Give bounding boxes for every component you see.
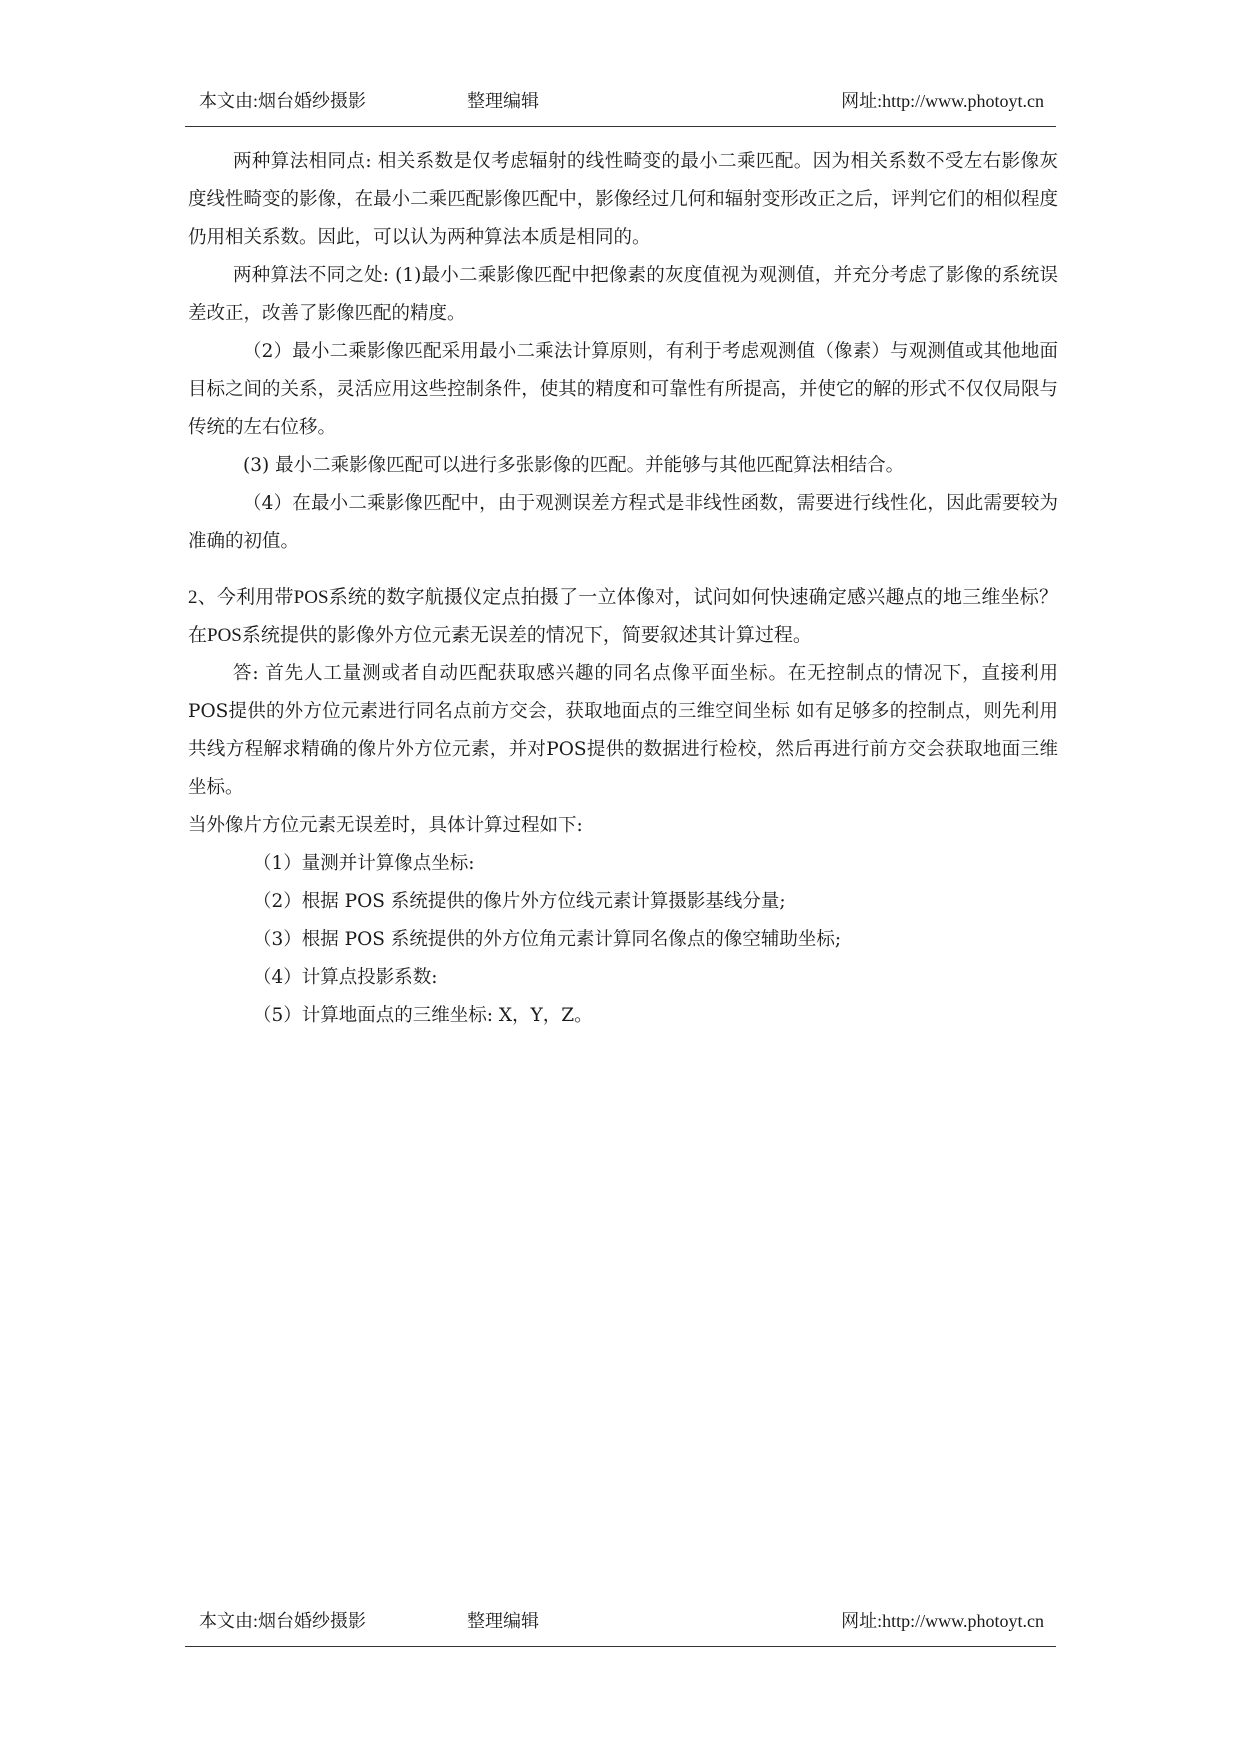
header-url-text: 网址:http://www.photoyt.cn [841,91,1044,111]
section-spacer [188,561,1058,579]
step-item-5: （5）计算地面点的三维坐标: X，Y，Z。 [253,1005,593,1026]
page-header [185,86,1056,127]
footer-editor-text: 整理编辑 [467,1611,539,1631]
steps-intro: 当外像片方位元素无误差时，具体计算过程如下: [188,815,583,836]
question-2: 2、今利用带POS系统的数字航摄仪定点拍摄了一立体像对，试问如何快速确定感兴趣点的地三维坐标？在POS系统提供的影像外方位元素无误差的情况下，简要叙述其计算过程。 [188,587,1058,646]
paragraph-similarities: 两种算法相同点: 相关系数是仅考虑辐射的线性畸变的最小二乘匹配。因为相关系数不受左右影像灰度线性畸变的影像，在最小二乘匹配影像匹配中，影像经过几何和辐射变形改正之后，评判它们的相似程度仍用相关系数。因此，可以认为两种算法本质是相同的。 [188,151,1058,248]
step-item-2: （2）根据 POS 系统提供的像片外方位线元素计算摄影基线分量; [253,891,786,912]
paragraph-difference-2: （2）最小二乘影像匹配采用最小二乘法计算原则，有利于考虑观测值（像素）与观测值或其他地面目标之间的关系，灵活应用这些控制条件，使其的精度和可靠性有所提高，并使它的解的形式不仅仅局限与传统的左右位移。 [188,341,1058,438]
page-footer [185,1606,1056,1647]
footer-url-text: 网址:http://www.photoyt.cn [841,1611,1044,1631]
step-item-4: （4）计算点投影系数: [253,967,438,988]
step-item-1: （1）量测并计算像点坐标: [253,853,475,874]
document-body [188,143,1058,1035]
answer-paragraph: 答: 首先人工量测或者自动匹配获取感兴趣的同名点像平面坐标。在无控制点的情况下，直接利用POS提供的外方位元素进行同名点前方交会，获取地面点的三维空间坐标 如有足够多的控制点，则先利用共线方程解求精确的像片外方位元素，并对POS提供的数据进行检校，然后再进行前方交会获取地面三维坐标。 [188,663,1058,798]
paragraph-difference-3: (3) 最小二乘影像匹配可以进行多张影像的匹配。并能够与其他匹配算法相结合。 [243,455,905,476]
paragraph-differences: 两种算法不同之处: (1)最小二乘影像匹配中把像素的灰度值视为观测值，并充分考虑了影像的系统误差改正，改善了影像匹配的精度。 [188,265,1058,324]
header-source-text: 本文由:烟台婚纱摄影 [199,91,367,111]
footer-source-text: 本文由:烟台婚纱摄影 [199,1611,367,1631]
step-item-3: （3）根据 POS 系统提供的外方位角元素计算同名像点的像空辅助坐标; [253,929,842,950]
header-editor-text: 整理编辑 [467,91,539,111]
paragraph-difference-4: （4）在最小二乘影像匹配中，由于观测误差方程式是非线性函数，需要进行线性化，因此需要较为准确的初值。 [188,493,1058,552]
